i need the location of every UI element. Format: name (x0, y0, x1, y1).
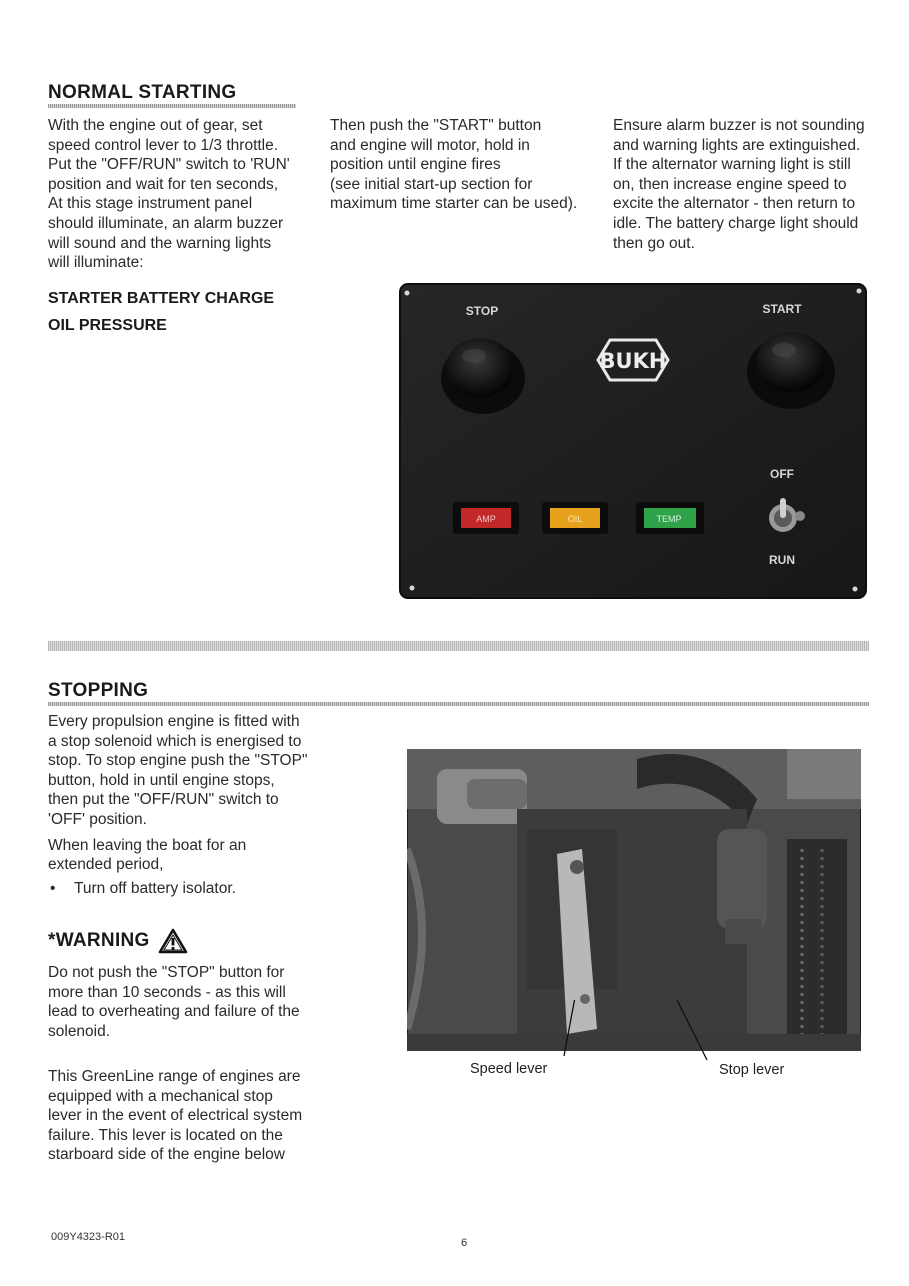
text-line: then go out. (613, 234, 695, 252)
warning-heading-text: *WARNING (48, 930, 150, 951)
text-line: button, hold in until engine stops, (48, 771, 275, 789)
text-line: stop. To stop engine push the "STOP" (48, 752, 308, 770)
text-line: lever in the event of electrical system (48, 1107, 303, 1125)
mechanical-stop-text (48, 1067, 310, 1165)
starting-column-1 (48, 116, 310, 273)
warning-heading (48, 928, 188, 954)
text-line: position and wait for ten seconds, (48, 175, 279, 193)
text-line: 'OFF' position. (48, 810, 147, 828)
text-line: position until engine fires (330, 156, 501, 174)
starting-column-2 (330, 116, 600, 214)
stopping-heading: STOPPING (48, 680, 149, 701)
text-line: This GreenLine range of engines are (48, 1068, 301, 1085)
text-line: With the engine out of gear, set (48, 117, 263, 134)
page-number: 6 (461, 1237, 468, 1249)
warning-text (48, 963, 310, 1041)
text-line: will illuminate: (48, 254, 144, 272)
text-line: Every propulsion engine is fitted with (48, 713, 300, 730)
amp-light-icon (453, 502, 519, 534)
speed-lever-pointer (564, 1000, 582, 1056)
heading-rule (48, 104, 296, 108)
text-line: Do not push the "STOP" button for (48, 964, 285, 981)
starting-column-3 (613, 116, 883, 253)
screw-icon (405, 291, 410, 296)
text-line: lead to overheating and failure of the (48, 1003, 300, 1021)
screw-icon (410, 586, 415, 591)
instrument-panel (398, 282, 868, 600)
off-label: OFF (770, 467, 794, 481)
list-item: • Turn off battery isolator. (74, 879, 310, 899)
text-line: will sound and the warning lights (48, 234, 272, 252)
warning-triangle-icon (158, 928, 188, 954)
amp-light-label: AMP (476, 514, 496, 524)
stopping-heading-rule (48, 702, 869, 706)
text-line: At this stage instrument panel (48, 195, 253, 213)
stop-label: STOP (465, 304, 499, 318)
text-line: a stop solenoid which is energised to (48, 732, 302, 750)
text-line: and warning lights are extinguished. (613, 136, 861, 154)
text-line: on, then increase engine speed to (613, 175, 847, 193)
screw-icon (853, 587, 858, 592)
normal-starting-heading: NORMAL STARTING (48, 82, 237, 103)
run-label: RUN (769, 553, 795, 567)
text-line: Put the "OFF/RUN" switch to 'RUN' (48, 156, 290, 174)
text-line: extended period, (48, 856, 164, 874)
bullet-list (48, 879, 310, 899)
text-line: maximum time starter can be used). (330, 195, 578, 213)
text-line: then put the "OFF/RUN" switch to (48, 791, 279, 809)
text-line: and engine will motor, hold in (330, 136, 530, 154)
text-line: If the alternator warning light is still (613, 156, 851, 174)
text-line: should illuminate, an alarm buzzer (48, 214, 284, 232)
oil-light-icon (542, 502, 608, 534)
text-line: excite the alternator - then return to (613, 195, 856, 213)
oil-light-label: OIL (567, 514, 583, 524)
text-line: starboard side of the engine below (48, 1146, 285, 1164)
text-line: (see initial start-up section for (330, 175, 533, 193)
stopping-text (48, 712, 310, 898)
text-line: Ensure alarm buzzer is not sounding (613, 117, 865, 134)
text-line: more than 10 seconds - as this will (48, 983, 286, 1001)
speed-lever-caption: Speed lever (470, 1061, 548, 1077)
text-line: When leaving the boat for an (48, 836, 247, 854)
text-line: Then push the "START" button (330, 117, 542, 134)
stop-lever-pointer (657, 1000, 707, 1060)
label-oil-pressure: OIL PRESSURE (48, 317, 167, 334)
instrument-panel-drawing (398, 282, 868, 600)
text-line: failure. This lever is located on the (48, 1126, 283, 1144)
text-line: speed control lever to 1/3 throttle. (48, 136, 279, 154)
text-line: idle. The battery charge light should (613, 214, 859, 232)
section-divider-band (48, 641, 869, 651)
screw-icon (857, 289, 862, 294)
document-code: 009Y4323-R01 (51, 1231, 126, 1243)
bukh-logo-text: BUKH (599, 349, 667, 373)
text-line: equipped with a mechanical stop (48, 1087, 273, 1105)
label-starter-battery-charge: STARTER BATTERY CHARGE (48, 290, 275, 307)
temp-light-icon (636, 502, 704, 534)
start-label: START (762, 302, 802, 316)
stop-lever-caption: Stop lever (719, 1062, 785, 1078)
temp-light-label: TEMP (656, 514, 682, 524)
text-line: solenoid. (48, 1022, 111, 1040)
